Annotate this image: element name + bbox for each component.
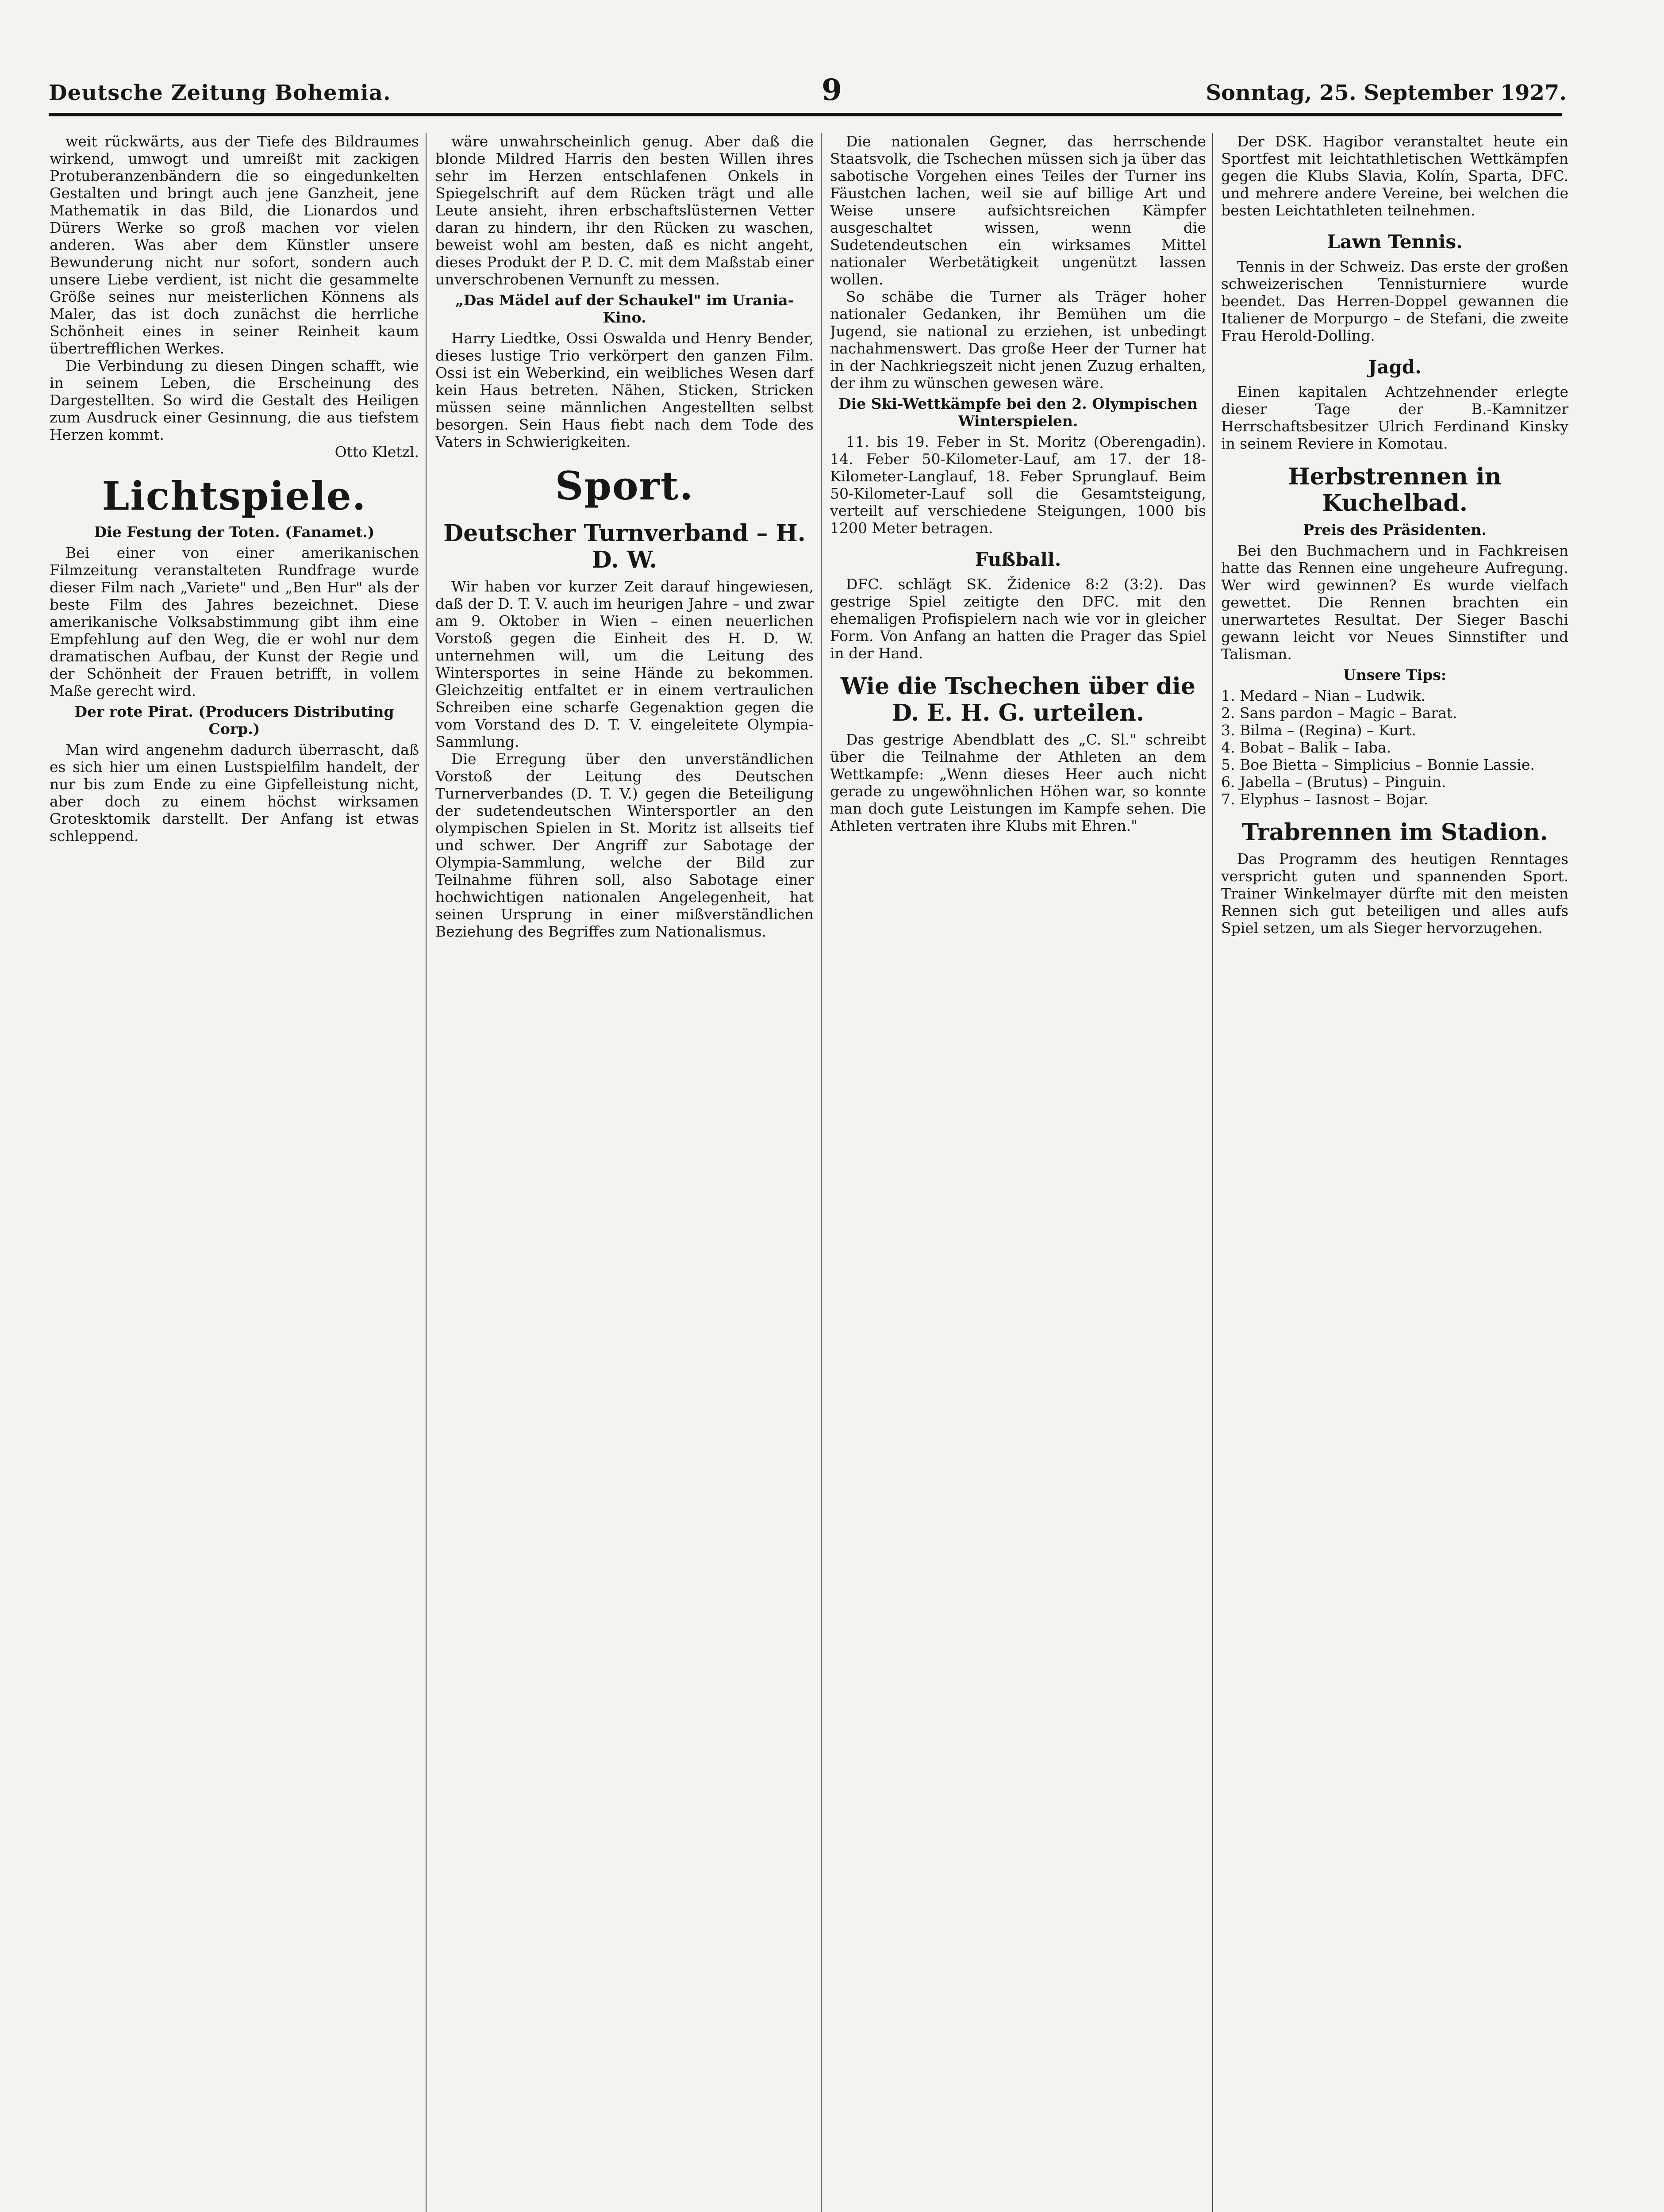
article-paragraph: Das Programm des heutigen Renntages verspricht guten und spannenden Sport. Trainer Winkelmayer dürfte mit den meisten Rennen sich gut beteiligen und alles aufs Spiel setzen, um als Sieger hervorzugehen.	[1221, 850, 1568, 937]
section-title-lichtspiele: Lichtspiele.	[102, 473, 367, 519]
article-paragraph: Bei einer von einer amerikanischen Filmzeitung veranstalteten Rundfrage wurde dieser Film nach „Variete" und „Ben Hur" als der beste Film des Jahres bezeichnet. Diese amerikanische Volksabstimmung gibt ihm eine Empfehlung auf den Weg, die er wohl nur dem dramatischen Aufbau, der Kunst der Regie und der Schönheit der Frauen betrifft, in vollem Maße gerecht wird.	[50, 544, 419, 699]
subheading: Der rote Pirat. (Producers Distributing Corp.)	[74, 703, 394, 737]
tips-list	[1221, 687, 1568, 808]
column-3	[830, 133, 1206, 2212]
column-divider	[1212, 133, 1213, 2212]
subheading: Die Ski-Wettkämpfe bei den 2. Olympischen Winterspielen.	[838, 395, 1198, 430]
article-signature: Otto Kletzl.	[334, 443, 419, 461]
article-paragraph: weit rückwärts, aus der Tiefe des Bildraumes wirkend, umwogt und umreißt mit zackigen Protuberanzenbändern die so eingedunkelten Gestalten und bringt auch jene Ganzheit, jene Mathematik in das Bild, die Lionardos und Dürers Werke so groß machen vor vielen anderen. Was aber dem Künstler unsere Bewunderung nicht nur sofort, sondern auch unsere Liebe verdient, ist nicht die gesammelte Größe seines nur meisterlichen Könnens als Maler, das ist doch zunächst die herrliche Schönheit eines in seiner Reinheit kaum übertrefflichen Werkes.	[50, 133, 419, 357]
article-paragraph: Man wird angenehm dadurch überrascht, daß es sich hier um einen Lustspielfilm handelt, der nur bis zum Ende zu eine Gipfelleistung nicht, aber doch zu einem höchst wirksamen Grotesktomik darstellt. Der Anfang ist etwas schleppend.	[50, 741, 419, 845]
tip-item: 3. Bilma – (Regina) – Kurt.	[1221, 722, 1416, 739]
subheading: Lawn Tennis.	[1327, 231, 1463, 253]
article-paragraph: wäre unwahrscheinlich genug. Aber daß die blonde Mildred Harris den besten Willen ihres sehr im Herzen entschlafenen Onkels in Spiegelschrift auf dem Rücken trägt und alle Leute ansieht, ihren erbschaftslüsternen Vetter daran zu hindern, ihr den Rücken zu waschen, beweist wohl am besten, daß es nicht angeht, dieses Produkt der P. D. C. mit dem Maßstab einer unverschrobenen Vernunft zu messen.	[435, 133, 814, 288]
header-rule	[49, 113, 1562, 116]
tips-title: Unsere Tips:	[1343, 666, 1447, 684]
tip-item: 6. Jabella – (Brutus) – Pinguin.	[1221, 773, 1446, 791]
subheading: Herbstrennen in Kuchelbad.	[1288, 463, 1502, 517]
article-paragraph: So schäbe die Turner als Träger hoher nationaler Gedanken, ihr Bemühen um die Jugend, sie national zu erziehen, ist unbedingt nachahmenswert. Das große Heer der Turner hat in der Nachkriegszeit nicht jenen Zuzug erhalten, der ihm zu wünschen gewesen wäre.	[830, 288, 1206, 392]
subheading: „Das Mädel auf der Schaukel" im Urania-Kino.	[455, 292, 794, 326]
subheading: Preis des Präsidenten.	[1303, 521, 1487, 538]
article-paragraph: Harry Liedtke, Ossi Oswalda und Henry Bender, dieses lustige Trio verkörpert den ganzen Film. Ossi ist ein Weberkind, ein weibliches Wesen darf kein Haus betreten. Nähen, Sticken, Stricken müssen seine männlichen Angestellten selbst besorgen. Sein Haus fiebt nach dem Tode des Vaters in Schwierigkeiten.	[435, 330, 814, 450]
article-paragraph: Das gestrige Abendblatt des „C. Sl." schreibt über die Teilnahme der Athleten an dem Wettkampfe: „Wenn dieses Heer auch nicht gerade zu ungewöhnlichen Höhen war, so konnte man doch gute Leistungen im Kampfe sehen. Die Athleten vertraten ihre Klubs mit Ehren."	[830, 731, 1206, 834]
column-divider	[426, 133, 427, 2212]
article-paragraph: DFC. schlägt SK. Židenice 8:2 (3:2). Das gestrige Spiel zeitigte den DFC. mit den ehemaligen Profispielern nach wie vor in gleicher Form. Von Anfang an hatten die Prager das Spiel in der Hand.	[830, 576, 1206, 662]
article-paragraph: Wir haben vor kurzer Zeit darauf hingewiesen, daß der D. T. V. auch im heurigen Jahre – und zwar am 9. Oktober in Wien – einen neuerlichen Vorstoß gegen die Einheit des H. D. W. unternehmen will, um die Leitung des Wintersportes in seine Hände zu bekommen. Gleichzeitig entfaltet er in einem vertraulichen Schreiben eine scharfe Gegenaktion gegen die vom Vorstand des D. T. V. eingeleitete Olympia-Sammlung.	[435, 578, 814, 750]
paper-title: Deutsche Zeitung Bohemia.	[49, 81, 391, 105]
subheading: Trabrennen im Stadion.	[1241, 819, 1548, 846]
subheading: Deutscher Turnverband – H. D. W.	[443, 520, 806, 573]
article-paragraph: Der DSK. Hagibor veranstaltet heute ein Sportfest mit leichtathletischen Wettkämpfen gegen die Klubs Slavia, Kolín, Sparta, DFC. und mehrere andere Vereine, bei welchen die besten Leichtathleten teilnehmen.	[1221, 133, 1568, 219]
page-number: 9	[822, 73, 842, 107]
article-paragraph: Die Verbindung zu diesen Dingen schafft, wie in seinem Leben, die Erscheinung des Dargestellten. So wird die Gestalt des Heiligen zum Ausdruck einer Gesinnung, die aus tiefstem Herzen kommt.	[50, 357, 419, 443]
article-paragraph: Bei den Buchmachern und in Fachkreisen hatte das Rennen eine ungeheure Aufregung. Wer wird gewinnen? Es wurde vielfach gewettet. Die Rennen brachten ein unerwartetes Resultat. Der Sieger Baschi gewann leicht vor Neues Sinnstifter und Talisman.	[1221, 542, 1568, 663]
tip-item: 7. Elyphus – Iasnost – Bojar.	[1221, 791, 1429, 808]
subheading: Jagd.	[1368, 356, 1422, 378]
article-paragraph: Die Erregung über den unverständlichen Vorstoß der Leitung des Deutschen Turnerverbandes (D. T. V.) gegen die Beteiligung der sudetendeutschen Wintersportler an den olympischen Spielen in St. Moritz ist allseits tief und schwer. Der Angriff zur Sabotage der Olympia-Sammlung, welche der Bild zur Teilnahme führen soll, also Sabotage einer hochwichtigen nationalen Angelegenheit, hat seinen Ursprung in einer mißverständlichen Beziehung des Begriffes zum Nationalismus.	[435, 750, 814, 940]
subheading: Wie die Tschechen über die D. E. H. G. urteilen.	[841, 673, 1195, 726]
column-2	[435, 133, 814, 2212]
subheading: Die Festung der Toten. (Fanamet.)	[94, 523, 375, 541]
tip-item: 2. Sans pardon – Magic – Barat.	[1221, 704, 1457, 722]
tip-item: 4. Bobat – Balik – Iaba.	[1221, 739, 1391, 756]
article-paragraph: 11. bis 19. Feber in St. Moritz (Oberengadin). 14. Feber 50-Kilometer-Lauf, am 17. der 18-Kilometer-Langlauf, 18. Feber Sprunglauf. Beim 50-Kilometer-Lauf soll die Gesamtsteigung, verteilt auf verschiedene Steigungen, 1000 bis 1200 Meter betragen.	[830, 433, 1206, 537]
column-4	[1221, 133, 1568, 2212]
tip-item: 1. Medard – Nian – Ludwik.	[1221, 687, 1426, 704]
section-title-sport: Sport.	[555, 463, 694, 509]
subheading: Fußball.	[975, 549, 1061, 570]
article-paragraph: Die nationalen Gegner, das herrschende Staatsvolk, die Tschechen müssen sich ja über das sabotische Vorgehen eines Teiles der Turner ins Fäustchen lachen, weil sie auf billige Art und Weise unsere aufsichtsreichen Kämpfer ausgeschaltet wissen, wenn die Sudetendeutschen ein wirksames Mittel nationaler Werbetätigkeit ungenützt lassen wollen.	[830, 133, 1206, 288]
tip-item: 5. Boe Bietta – Simplicius – Bonnie Lassie.	[1221, 756, 1535, 773]
article-paragraph: Einen kapitalen Achtzehnender erlegte dieser Tage der B.-Kamnitzer Herrschaftsbesitzer Ulrich Ferdinand Kinsky in seinem Reviere in Komotau.	[1221, 383, 1568, 452]
column-1	[50, 133, 419, 2212]
article-paragraph: Tennis in der Schweiz. Das erste der großen schweizerischen Tennisturniere wurde beendet. Das Herren-Doppel gewannen die Italiener de Morpurgo – de Stefani, die zweite Frau Herold-Dolling.	[1221, 258, 1568, 344]
issue-date: Sonntag, 25. September 1927.	[1206, 81, 1567, 105]
column-divider	[821, 133, 822, 2212]
